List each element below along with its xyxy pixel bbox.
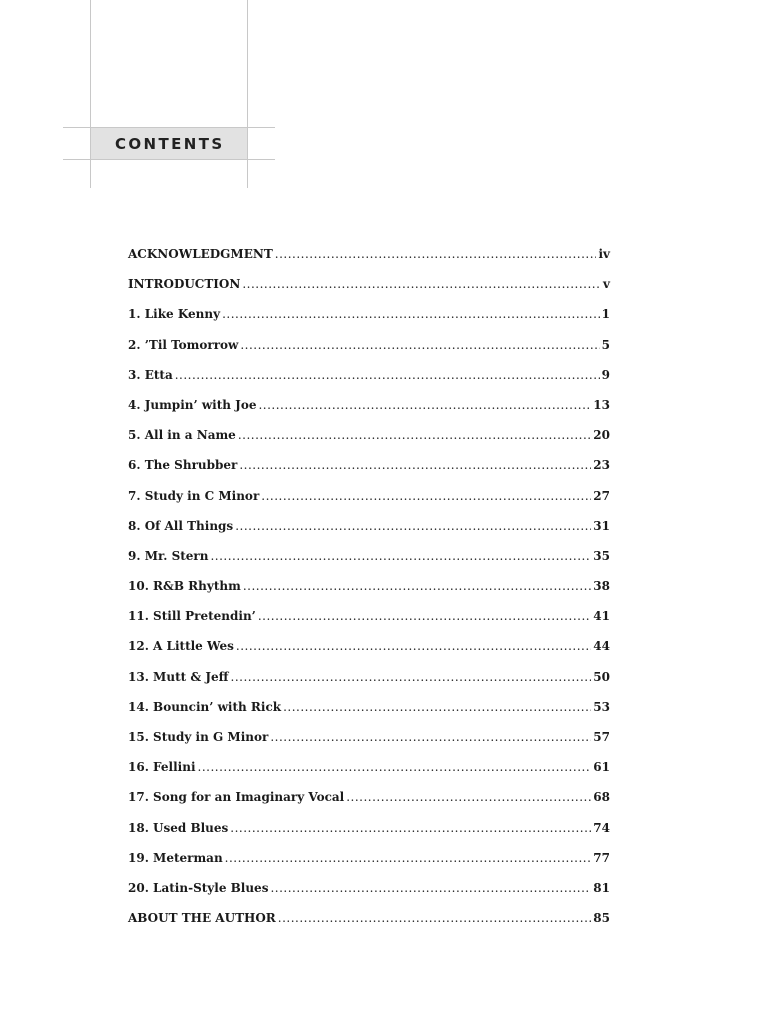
toc-entry-title: INTRODUCTION: [128, 277, 241, 292]
toc-entry-page: 1: [601, 307, 610, 322]
toc-entry: [128, 667, 610, 697]
toc-entry: [128, 727, 610, 757]
toc-entry-page: 53: [593, 699, 610, 714]
table-of-contents: [128, 244, 610, 938]
dot-leader: [225, 848, 592, 868]
toc-entry: [128, 274, 610, 304]
toc-entry-page: 68: [593, 790, 610, 805]
toc-entry: [128, 516, 610, 546]
dot-leader: [261, 486, 591, 506]
toc-entry-page: 61: [593, 760, 610, 775]
toc-entry-title: 12. A Little Wes: [128, 639, 234, 654]
toc-entry: [128, 697, 610, 727]
toc-entry-title: 20. Latin-Style Blues: [128, 880, 269, 895]
toc-entry-title: 10. R&B Rhythm: [128, 579, 241, 594]
dot-leader: [230, 818, 591, 838]
toc-entry-page: 81: [593, 880, 610, 895]
dot-leader: [239, 455, 591, 475]
toc-entry-title: 15. Study in G Minor: [128, 730, 269, 744]
toc-entry-title: ABOUT THE AUTHOR: [128, 911, 276, 926]
toc-entry-page: iv: [598, 247, 610, 261]
toc-entry-page: 31: [593, 518, 610, 533]
toc-entry-title: 19. Meterman: [128, 850, 223, 865]
toc-entry-page: 57: [593, 730, 610, 744]
toc-entry-page: 41: [593, 609, 610, 624]
toc-entry-title: ACKNOWLEDGMENT: [128, 247, 273, 261]
toc-entry-page: 35: [593, 548, 610, 563]
dot-leader: [258, 395, 591, 415]
toc-entry-title: 16. Fellini: [128, 760, 196, 775]
dot-leader: [198, 757, 592, 777]
toc-entry-title: 7. Study in C Minor: [128, 488, 260, 503]
toc-entry-title: 18. Used Blues: [128, 820, 229, 835]
dot-leader: [243, 576, 591, 596]
dot-leader: [275, 244, 597, 264]
toc-entry-page: v: [603, 277, 610, 292]
toc-entry: [128, 606, 610, 636]
dot-leader: [346, 787, 591, 807]
toc-entry-page: 27: [593, 488, 610, 503]
toc-entry-page: 50: [593, 669, 610, 684]
toc-entry-page: 85: [593, 911, 610, 926]
toc-entry: [128, 244, 610, 274]
toc-entry: [128, 757, 610, 787]
toc-entry-page: 77: [593, 850, 610, 865]
toc-entry-page: 5: [601, 337, 610, 352]
dot-leader: [258, 606, 591, 626]
toc-entry: [128, 486, 610, 516]
toc-entry: [128, 787, 610, 817]
toc-entry: [128, 395, 610, 425]
toc-entry: [128, 848, 610, 878]
toc-entry-page: 9: [601, 367, 610, 382]
dot-leader: [240, 335, 599, 355]
dot-leader: [222, 304, 600, 324]
dot-leader: [238, 425, 591, 445]
dot-leader: [236, 636, 591, 656]
toc-entry-title: 4. Jumpin’ with Joe: [128, 397, 257, 412]
toc-entry-title: 14. Bouncin’ with Rick: [128, 699, 282, 714]
toc-entry: [128, 455, 610, 485]
dot-leader: [175, 365, 600, 385]
toc-entry-title: 9. Mr. Stern: [128, 548, 209, 563]
toc-entry-page: 74: [593, 820, 610, 835]
dot-leader: [278, 908, 592, 928]
dot-leader: [242, 274, 601, 294]
toc-entry: [128, 576, 610, 606]
toc-entry: [128, 304, 610, 334]
dot-leader: [210, 546, 591, 566]
toc-entry: [128, 425, 610, 455]
toc-entry: [128, 335, 610, 365]
dot-leader: [235, 516, 591, 536]
toc-entry-title: 5. All in a Name: [128, 428, 236, 443]
dot-leader: [270, 878, 591, 898]
toc-entry: [128, 636, 610, 666]
toc-entry-title: 1. Like Kenny: [128, 307, 221, 322]
toc-entry-page: 23: [593, 458, 610, 473]
dot-leader: [270, 727, 591, 747]
toc-entry-title: 6. The Shrubber: [128, 458, 238, 473]
toc-entry-title: 3. Etta: [128, 367, 173, 382]
toc-entry-page: 44: [593, 639, 610, 654]
toc-entry-page: 20: [593, 428, 610, 443]
toc-entry-title: 8. Of All Things: [128, 518, 234, 533]
toc-entry: [128, 908, 610, 938]
toc-entry-title: 11. Still Pretendin’: [128, 609, 256, 624]
toc-entry-title: 2. ’Til Tomorrow: [128, 337, 239, 352]
toc-entry: [128, 365, 610, 395]
toc-entry: [128, 546, 610, 576]
toc-entry-title: 13. Mutt & Jeff: [128, 669, 229, 684]
page-title: CONTENTS: [115, 135, 225, 153]
toc-entry-title: 17. Song for an Imaginary Vocal: [128, 790, 345, 805]
horizontal-rule-bottom: [63, 159, 275, 160]
toc-entry-page: 13: [593, 397, 610, 412]
toc-entry: [128, 878, 610, 908]
dot-leader: [283, 697, 591, 717]
dot-leader: [231, 667, 592, 687]
toc-entry: [128, 818, 610, 848]
toc-entry-page: 38: [593, 579, 610, 594]
